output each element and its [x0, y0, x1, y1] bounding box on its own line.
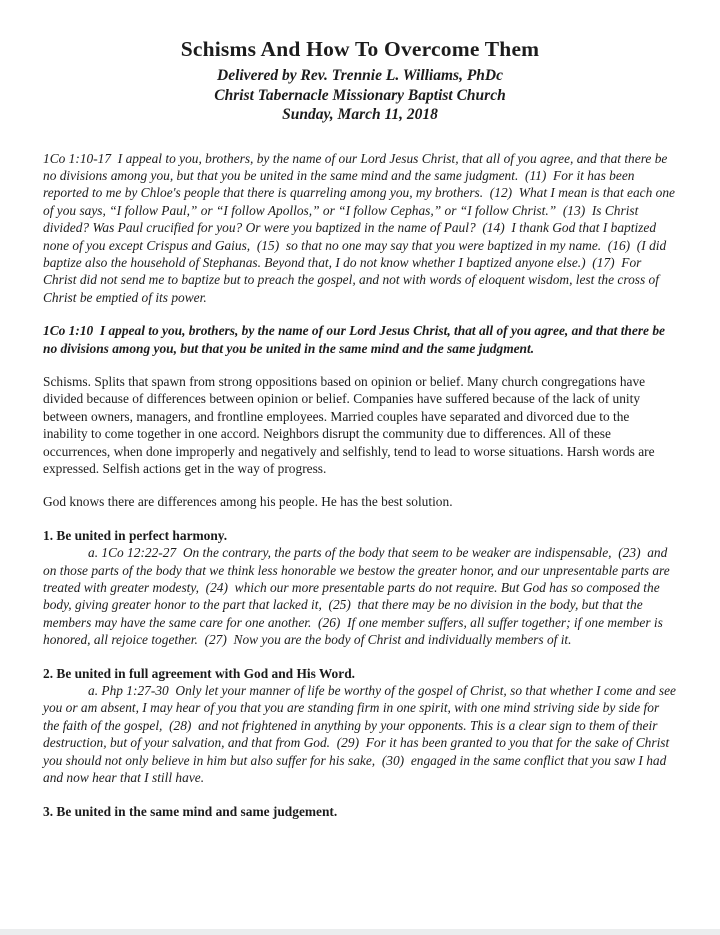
- point-3-heading: 3. Be united in the same mind and same judgement.: [43, 803, 338, 819]
- key-verse-1co-1-10: 1Co 1:10 I appeal to you, brothers, by the name of our Lord Jesus Christ, that all of you agree, and that there be no divisions among you, but that you be united in the same mind and the same judgment.: [43, 323, 669, 356]
- sermon-date: Sunday, March 11, 2018: [282, 106, 438, 123]
- point-2-scripture-php-1-27-30: a. Php 1:27-30 Only let your manner of life be worthy of the gospel of Christ, so that whether I come and see you or am absent, I may hear of you that you are standing firm in one spirit, with one mind striving side by side for the faith of the gospel, (28) and not frightened in anything by your opponents. This is a clear sign to them of their destruction, but of your salvation, and that from God. (29) For it has been granted to you that for the sake of Christ you should not only believe in him but also suffer for his sake, (30) engaged in the same conflict that you saw I had and now hear that I still have.: [43, 683, 680, 786]
- scripture-passage-1co-1-10-17: 1Co 1:10-17 I appeal to you, brothers, by the name of our Lord Jesus Christ, that all of you agree, and that there be no divisions among you, but that you be united in the same mind and the same judgment. (11) For it has been reported to me by Chloe's people that there is quarreling among you, my brothers. (12) What I mean is that each one of you says, “I follow Paul,” or “I follow Apollos,” or “I follow Cephas,” or “I follow Christ.” (13) Is Christ divided? Was Paul crucified for you? Or were you baptized in the name of Paul? (14) I thank God that I baptized none of you except Crispus and Gaius, (15) so that no one may say that you were baptized in my name. (16) (I did baptize also the household of Stephanas. Beyond that, I do not know whether I baptized anyone else.) (17) For Christ did not send me to baptize but to preach the gospel, and not with words of eloquent wisdom, lest the cross of Christ be emptied of its power.: [43, 150, 679, 305]
- sermon-byline: Delivered by Rev. Trennie L. Williams, PhDc: [217, 67, 503, 84]
- point-1-heading: 1. Be united in perfect harmony.: [43, 527, 228, 543]
- document-body: [43, 150, 680, 820]
- point-2-heading: 2. Be united in full agreement with God and His Word.: [43, 665, 355, 681]
- point-1-scripture-1co-12-22-27: a. 1Co 12:22-27 On the contrary, the parts of the body that seem to be weaker are indispensable, (23) and on those parts of the body that we think less honorable we bestow the greater honor, and our unpresentable parts are treated with greater modesty, (24) which our more presentable parts do not require. But God has so composed the body, giving greater honor to the part that lacked it, (25) that there may be no division in the body, but that the members may have the same care for one another. (26) If one member suffers, all suffer together; if one member is honored, all rejoice together. (27) Now you are the body of Christ and individually members of it.: [43, 545, 674, 648]
- intro-paragraph-god-knows: God knows there are differences among his people. He has the best solution.: [43, 494, 453, 510]
- church-name: Christ Tabernacle Missionary Baptist Church: [214, 86, 506, 104]
- intro-paragraph-schisms: Schisms. Splits that spawn from strong oppositions based on opinion or belief. Many church congregations have divided because of differences between opinion or belief. Companies have suffered because of the lack of unity between owners, managers, and frontline employees. Married couples have separated and divorced due to the inability to come together in one accord. Neighbors disrupt the community due to differences. All of these occurrences, when done improperly and negatively and selfishly, tend to lead to worse situations. Harsh words are expressed. Selfish actions get in the way of progress.: [43, 373, 658, 476]
- sermon-title: Schisms And How To Overcome Them: [180, 37, 540, 61]
- title-block: [43, 36, 677, 125]
- page-bottom-edge: [0, 929, 720, 935]
